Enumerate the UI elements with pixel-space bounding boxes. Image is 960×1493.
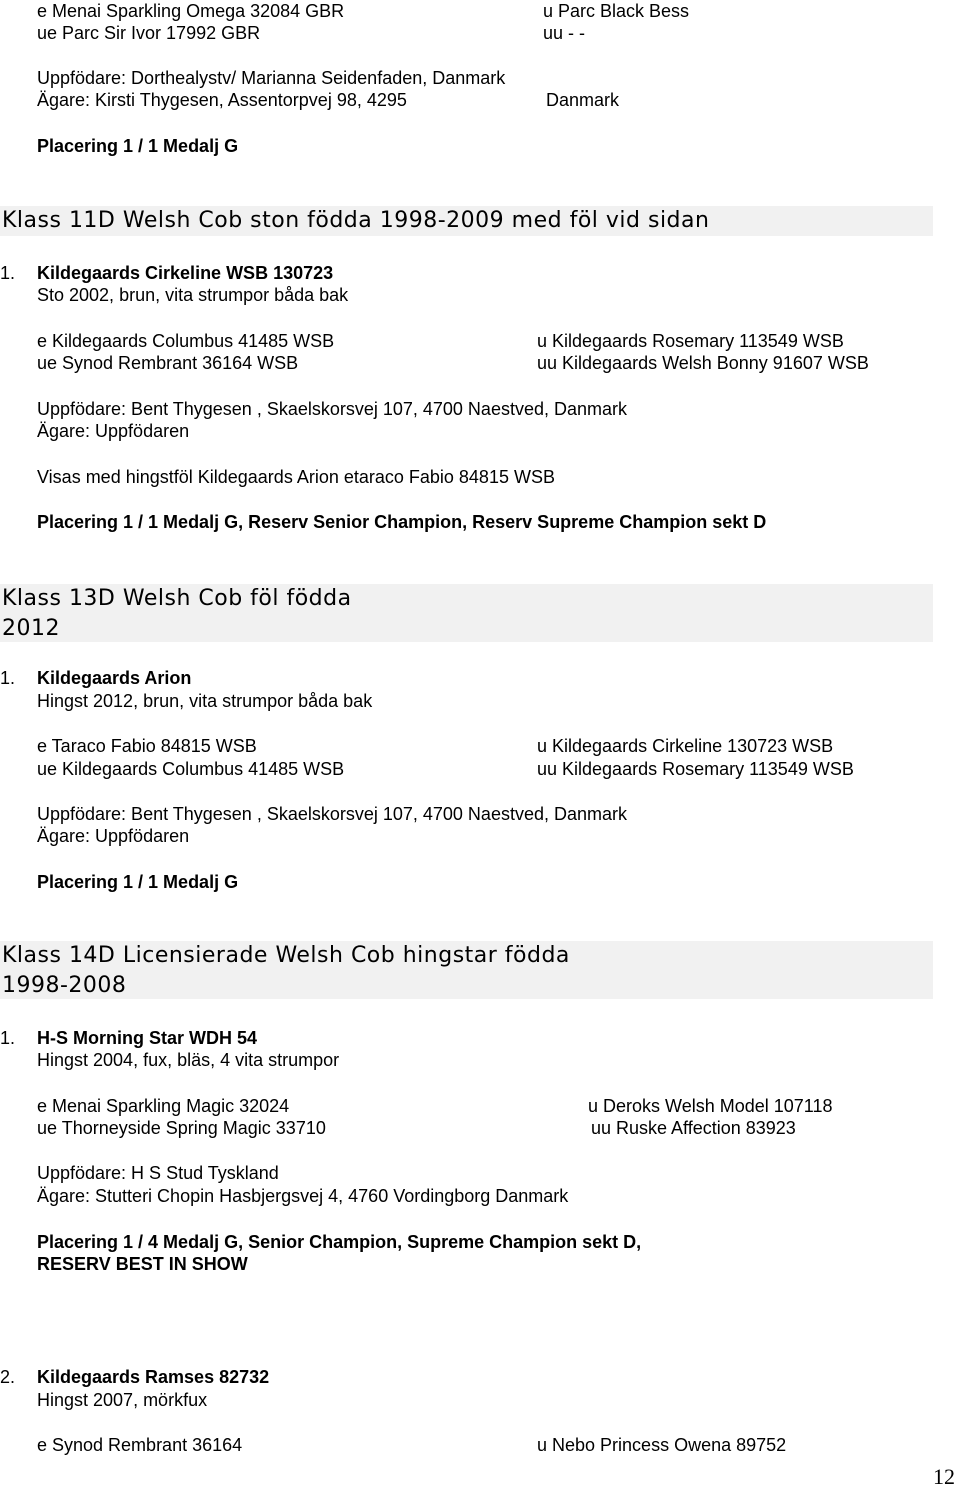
class11-entry-desc: Sto 2002, brun, vita strumpor båda bak [37, 285, 349, 305]
class13-placing: Placering 1 / 1 Medalj G [37, 872, 239, 892]
class11-dam-dam: uu Kildegaards Welsh Bonny 91607 WSB [537, 353, 869, 373]
top-placing: Placering 1 / 1 Medalj G [37, 136, 239, 156]
class-13d-heading-line2: 2012 [2, 616, 60, 641]
class-11d-heading [0, 206, 933, 236]
class14-entry1-dam-dam: uu Ruske Affection 83923 [591, 1118, 796, 1138]
top-sire-sire: ue Parc Sir Ivor 17992 GBR [37, 23, 261, 43]
class-13d-heading [0, 584, 933, 642]
class11-owner: Ägare: Uppfödaren [37, 421, 190, 441]
class14-entry1-placing-line2: RESERV BEST IN SHOW [37, 1254, 248, 1274]
top-dam: u Parc Black Bess [543, 1, 690, 21]
class14-entry1-name: H-S Morning Star WDH 54 [37, 1028, 258, 1048]
class14-entry2-desc: Hingst 2007, mörkfux [37, 1390, 208, 1410]
class11-dam: u Kildegaards Rosemary 113549 WSB [537, 331, 844, 351]
class11-entry-name: Kildegaards Cirkeline WSB 130723 [37, 263, 334, 283]
class13-dam: u Kildegaards Cirkeline 130723 WSB [537, 736, 834, 756]
class14-entry1-number: 1. [0, 1028, 16, 1048]
class14-entry2-sire: e Synod Rembrant 36164 [37, 1435, 243, 1455]
top-owner: Ägare: Kirsti Thygesen, Assentorpvej 98, 4295 [37, 90, 407, 110]
page-number: 12 [933, 1464, 955, 1489]
class14-entry1-breeder: Uppfödare: H S Stud Tyskland [37, 1163, 279, 1183]
class14-entry1-owner: Ägare: Stutteri Chopin Hasbjergsvej 4, 4760 Vordingborg Danmark [37, 1186, 569, 1206]
class14-entry1-desc: Hingst 2004, fux, bläs, 4 vita strumpor [37, 1050, 340, 1070]
class13-owner: Ägare: Uppfödaren [37, 826, 190, 846]
top-sire: e Menai Sparkling Omega 32084 GBR [37, 1, 345, 21]
top-dam-dam: uu - - [543, 23, 586, 43]
class-14d-heading [0, 941, 933, 999]
class13-breeder: Uppfödare: Bent Thygesen , Skaelskorsvej 107, 4700 Naestved, Danmark [37, 804, 628, 824]
class14-entry2-dam: u Nebo Princess Owena 89752 [537, 1435, 787, 1455]
class-14d-heading-line2: 1998-2008 [2, 973, 127, 998]
class14-entry1-placing-line1: Placering 1 / 4 Medalj G, Senior Champion, Supreme Champion sekt D, [37, 1232, 642, 1252]
class14-entry2-number: 2. [0, 1367, 16, 1387]
class11-placing: Placering 1 / 1 Medalj G, Reserv Senior Champion, Reserv Supreme Champion sekt D [37, 512, 767, 532]
class11-breeder: Uppfödare: Bent Thygesen , Skaelskorsvej 107, 4700 Naestved, Danmark [37, 399, 628, 419]
class-14d-heading-line1: Klass 14D Licensierade Welsh Cob hingstar födda [2, 943, 570, 968]
top-owner-country: Danmark [546, 90, 620, 110]
class-13d-heading-line1: Klass 13D Welsh Cob föl födda [2, 586, 352, 611]
class11-sire-sire: ue Synod Rembrant 36164 WSB [37, 353, 299, 373]
class14-entry1-dam: u Deroks Welsh Model 107118 [588, 1096, 833, 1116]
class11-shown-with: Visas med hingstföl Kildegaards Arion etaraco Fabio 84815 WSB [37, 467, 555, 487]
top-breeder: Uppfödare: Dorthealystv/ Marianna Seidenfaden, Danmark [37, 68, 506, 88]
class11-sire: e Kildegaards Columbus 41485 WSB [37, 331, 335, 351]
class13-dam-dam: uu Kildegaards Rosemary 113549 WSB [537, 759, 854, 779]
class11-entry-number: 1. [0, 263, 16, 283]
class-11d-heading-text: Klass 11D Welsh Cob ston födda 1998-2009 med föl vid sidan [2, 208, 710, 233]
class13-sire: e Taraco Fabio 84815 WSB [37, 736, 257, 756]
class14-entry1-sire: e Menai Sparkling Magic 32024 [37, 1096, 290, 1116]
class13-sire-sire: ue Kildegaards Columbus 41485 WSB [37, 759, 345, 779]
class13-entry-name: Kildegaards Arion [37, 668, 192, 688]
class13-entry-desc: Hingst 2012, brun, vita strumpor båda bak [37, 691, 373, 711]
class14-entry2-name: Kildegaards Ramses 82732 [37, 1367, 270, 1387]
class13-entry-number: 1. [0, 668, 16, 688]
class14-entry1-sire-sire: ue Thorneyside Spring Magic 33710 [37, 1118, 326, 1138]
